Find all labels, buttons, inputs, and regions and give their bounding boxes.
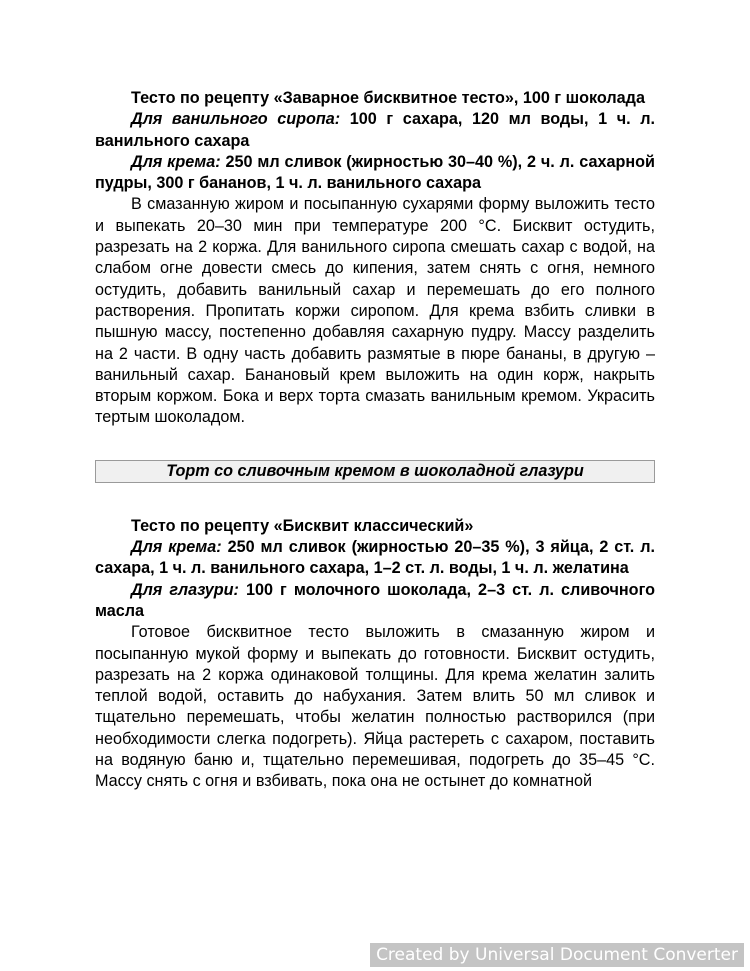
recipe1-dough-line: Тесто по рецепту «Заварное бисквитное тесто», 100 г шоколада	[131, 89, 645, 107]
recipe2-glaze-label: Для глазури:	[131, 580, 239, 599]
document-page	[95, 88, 655, 793]
recipe1-syrup-ingredients	[95, 109, 655, 152]
recipe2-cream-ingredients	[95, 537, 655, 580]
recipe1-method: В смазанную жиром и посыпанную сухарями форму выложить тесто и выпекать 20–30 мин при температуре 200 °С. Бисквит остудить, разрезать на 2 коржа. Для ванильного сиропа смешать сахар с водой, на слабом огне довести смесь до кипения, затем снять с огня, немного остудить, добавить ванильный сахар и перемешать до его полного растворения. Пропитать коржи сиропом. Для крема взбить сливки в пышную массу, постепенно добавляя сахарную пудру. Массу разделить на 2 части. В одну часть добавить размятые в пюре бананы, в другую – ванильный сахар. Банановый крем выложить на один корж, накрыть вторым коржом. Бока и верх торта смазать ванильным кремом. Украсить тертым шоколадом.	[95, 195, 655, 427]
recipe1-cream-label: Для крема:	[131, 152, 221, 171]
recipe1-syrup-label: Для ванильного сиропа:	[131, 110, 341, 129]
recipe2-glaze-text: 100 г молочного шоколада, 2–3 ст. л. сливочного масла	[95, 580, 655, 620]
converter-watermark: Created by Universal Document Converter	[370, 943, 744, 967]
recipe2-cream-label: Для крема:	[131, 538, 222, 557]
recipe1-cream-text: 250 мл сливок (жирностью 30–40 %), 2 ч. л. сахарной пудры, 300 г бананов, 1 ч. л. ванильного сахара	[95, 152, 655, 193]
recipe2-glaze-ingredients	[95, 580, 655, 623]
recipe2-title: Торт со сливочным кремом в шоколадной глазури	[95, 460, 655, 483]
recipe1-cream-ingredients	[95, 152, 655, 195]
recipe1-syrup-text: 100 г сахара, 120 мл воды, 1 ч. л. ванильного сахара	[95, 110, 655, 150]
recipe2-cream-text: 250 мл сливок (жирностью 20–35 %), 3 яйца, 2 ст. л. сахара, 1 ч. л. ванильного сахара, 1–2 ст. л. воды, 1 ч. л. желатина	[95, 538, 655, 578]
recipe2-method: Готовое бисквитное тесто выложить в смазанную жиром и посыпанную мукой форму и выпекать до готовности. Бисквит остудить, разрезать на 2 коржа одинаковой толщины. Для крема желатин залить теплой водой, оставить до набухания. Затем влить 50 мл сливок и тщательно перемешать, чтобы желатин полностью растворился (при необходимости слегка подогреть). Яйца растереть с сахаром, поставить на водяную баню и, тщательно перемешивая, подогреть до 35–45 °С. Массу снять с огня и взбивать, пока она не остынет до комнатной	[95, 623, 655, 791]
recipe2-dough-line: Тесто по рецепту «Бисквит классический»	[131, 516, 474, 535]
